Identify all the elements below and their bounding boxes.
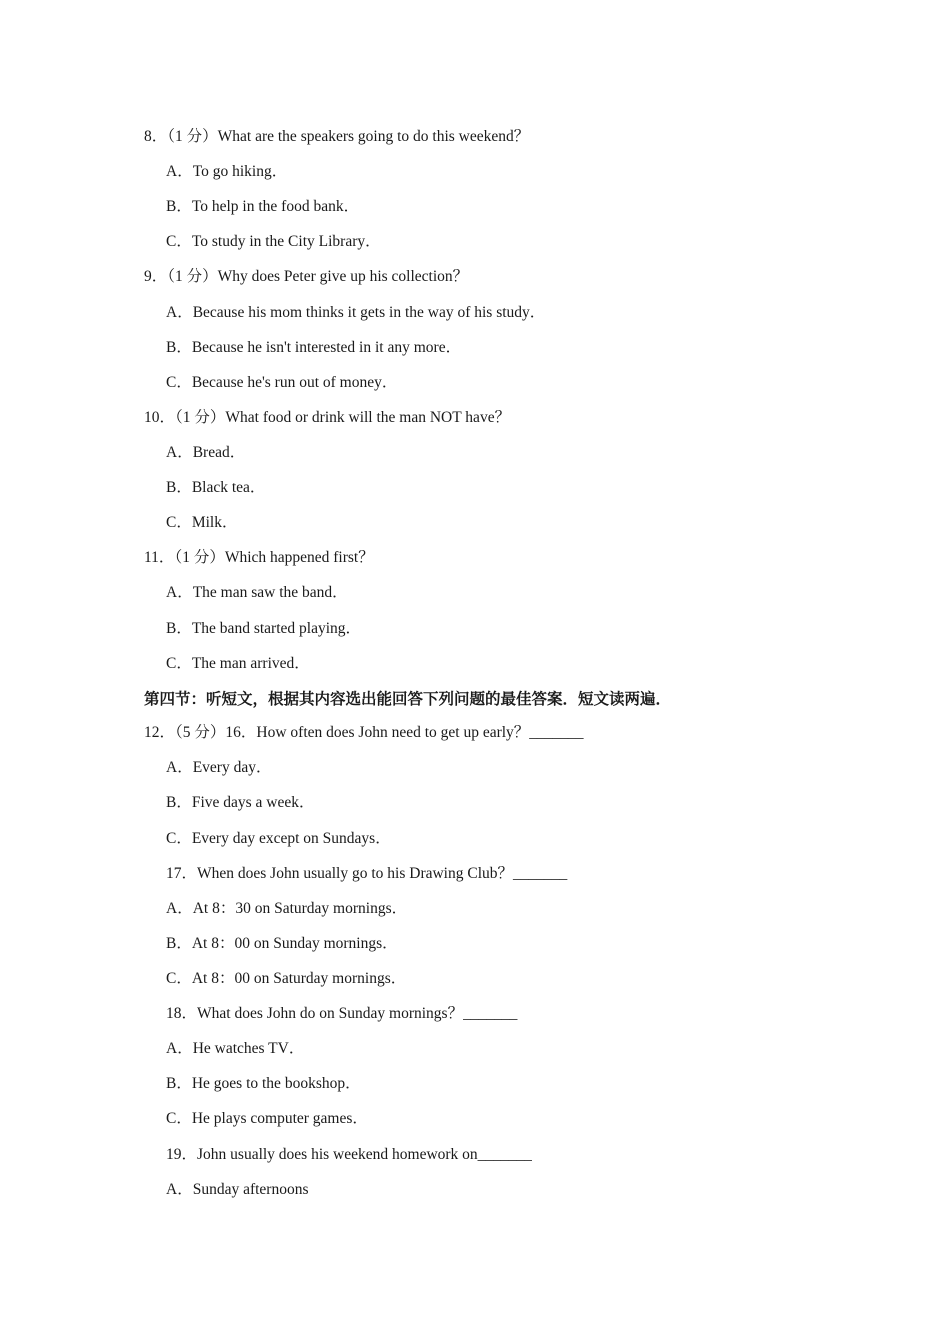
question-10: [144, 408, 510, 428]
question-12: [144, 723, 584, 743]
question-text: （1 分）Which happened first？: [174, 549, 374, 566]
option-10a: A．Bread．: [166, 444, 246, 461]
question-text: （1 分）What are the speakers going to do this weekend？: [167, 128, 530, 145]
question-text: （1 分）Why does Peter give up his collection？: [167, 268, 469, 285]
question-number: 12．: [144, 724, 176, 741]
option-9c: C．Because he's run out of money．: [166, 374, 398, 391]
option-10c: C．Milk．: [166, 514, 238, 531]
question-text: （1 分）What food or drink will the man NOT have？: [175, 409, 511, 426]
subquestion-19: 19．John usually does his weekend homework on_______: [166, 1146, 532, 1163]
question-9: [144, 267, 468, 287]
option-8a: A．To go hiking．: [166, 163, 288, 180]
option-19a: A．Sunday afternoons: [166, 1181, 309, 1198]
option-17b: B．At 8：00 on Sunday mornings．: [166, 935, 398, 952]
option-11a: A．The man saw the band．: [166, 584, 348, 601]
option-8c: C．To study in the City Library．: [166, 233, 381, 250]
subquestion-17: 17．When does John usually go to his Drawing Club？_______: [166, 865, 568, 882]
option-16c: C．Every day except on Sundays．: [166, 830, 391, 847]
option-8b: B．To help in the food bank．: [166, 198, 360, 215]
option-17c: C．At 8：00 on Saturday mornings．: [166, 970, 407, 987]
option-17a: A．At 8：30 on Saturday mornings．: [166, 900, 408, 917]
option-9a: A．Because his mom thinks it gets in the way of his study．: [166, 304, 546, 321]
question-number: 8．: [144, 128, 168, 145]
option-16b: B．Five days a week．: [166, 794, 315, 811]
section-heading: 第四节：听短文，根据其内容选出能回答下列问题的最佳答案．短文读两遍．: [144, 691, 672, 708]
question-number: 10．: [144, 409, 176, 426]
option-11b: B．The band started playing．: [166, 620, 361, 637]
option-18c: C．He plays computer games．: [166, 1110, 368, 1127]
option-18a: A．He watches TV．: [166, 1040, 305, 1057]
question-8: [144, 127, 529, 147]
option-18b: B．He goes to the bookshop．: [166, 1075, 361, 1092]
option-10b: B．Black tea．: [166, 479, 266, 496]
option-9b: B．Because he isn't interested in it any more．: [166, 339, 462, 356]
question-text: （5 分）16．How often does John need to get up early？_______: [175, 724, 584, 741]
question-number: 11．: [144, 549, 175, 566]
question-11: [144, 548, 374, 568]
question-number: 9．: [144, 268, 168, 285]
option-16a: A．Every day．: [166, 759, 272, 776]
option-11c: C．The man arrived．: [166, 655, 310, 672]
subquestion-18: 18．What does John do on Sunday mornings？_______: [166, 1005, 518, 1022]
